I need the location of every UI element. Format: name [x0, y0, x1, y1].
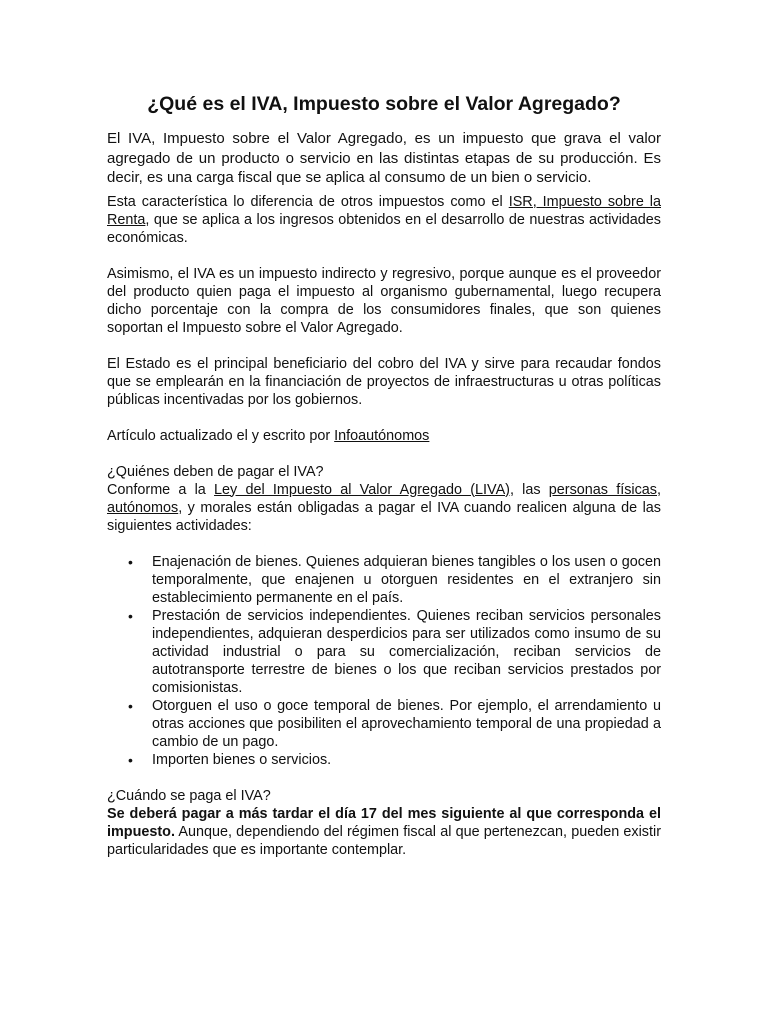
document-page	[107, 92, 661, 859]
infoautonomos-link[interactable]: Infoautónomos	[334, 427, 430, 444]
when-pay-text-rest: Aunque, dependiendo del régimen fiscal al que pertenezcan, pueden existir particularidades que es importante contemplar.	[107, 823, 661, 858]
list-item	[128, 697, 661, 751]
list-item	[128, 553, 661, 607]
isr-paragraph	[107, 193, 661, 247]
list-item-text: Prestación de servicios independientes. Quienes reciban servicios personales independientes, adquieran desperdicios para ser utilizados como insumo de su actividad industrial o para su comercialización, reciban servicios de autotransporte terrestre de bienes o los que reciban servicios prestados por comisionistas.	[152, 607, 661, 696]
isr-paragraph-text-before: Esta característica lo diferencia de otros impuestos como el	[107, 193, 509, 210]
deadline-bold-text: Se deberá pagar a más tardar el día 17 del mes siguiente al que corresponda el impuesto.	[107, 805, 661, 840]
list-item-text: Enajenación de bienes. Quienes adquieran bienes tangibles o los usen o gocen temporalmente, que enajenen u otorguen residentes en el extranjero sin establecimiento permanente en el país.	[152, 553, 661, 606]
activities-list	[107, 553, 661, 769]
who-pays-paragraph	[107, 481, 661, 535]
liva-link[interactable]: Ley del Impuesto al Valor Agregado (LIVA),	[214, 481, 514, 498]
who-pays-text-after: , y morales están obligadas a pagar el IVA cuando realicen alguna de las siguientes actividades:	[107, 499, 661, 534]
page-title: ¿Qué es el IVA, Impuesto sobre el Valor Agregado?	[147, 93, 621, 115]
list-item-text: Otorguen el uso o goce temporal de bienes. Por ejemplo, el arrendamiento u otras acciones que posibiliten el aprovechamiento temporal de una propiedad a cambio de un pago.	[152, 697, 661, 750]
indirect-tax-paragraph: Asimismo, el IVA es un impuesto indirecto y regresivo, porque aunque es el proveedor del producto quien paga el impuesto al organismo gubernamental, luego recupera dicho porcentaje con la compra de los consumidores finales, que son quienes soportan el Impuesto sobre el Valor Agregado.	[107, 265, 661, 336]
bullet-icon: •	[128, 697, 133, 714]
who-pays-text-mid: las	[513, 481, 549, 498]
list-item-text: Importen bienes o servicios.	[152, 751, 332, 768]
when-pay-paragraph	[107, 805, 661, 859]
article-credit-text: Artículo actualizado el y escrito por	[107, 427, 335, 444]
article-credit	[107, 427, 661, 445]
intro-paragraph: El IVA, Impuesto sobre el Valor Agregado, es un impuesto que grava el valor agregado de un producto o servicio en las distintas etapas de su producción. Es decir, es una carga fiscal que se aplica al consumo de un bien o servicio.	[107, 130, 661, 186]
personas-fisicas-link[interactable]: personas físicas, autónomos	[107, 481, 661, 516]
list-item	[128, 751, 661, 769]
bullet-icon: •	[128, 553, 133, 570]
bullet-icon: •	[128, 751, 133, 768]
state-paragraph: El Estado es el principal beneficiario del cobro del IVA y sirve para recaudar fondos que se emplearán en la financiación de proyectos de infraestructuras u otras políticas públicas incentivadas por los gobiernos.	[107, 355, 661, 408]
list-item	[128, 607, 661, 697]
bullet-icon: •	[128, 607, 133, 624]
who-pays-text-before: Conforme a la	[107, 481, 215, 498]
when-pay-question: ¿Cuándo se paga el IVA?	[107, 787, 271, 804]
isr-link[interactable]: ISR, Impuesto sobre la Renta	[107, 193, 661, 228]
who-pays-question: ¿Quiénes deben de pagar el IVA?	[107, 463, 324, 480]
isr-paragraph-text-after: , que se aplica a los ingresos obtenidos en el desarrollo de nuestras actividades económicas.	[107, 211, 661, 246]
